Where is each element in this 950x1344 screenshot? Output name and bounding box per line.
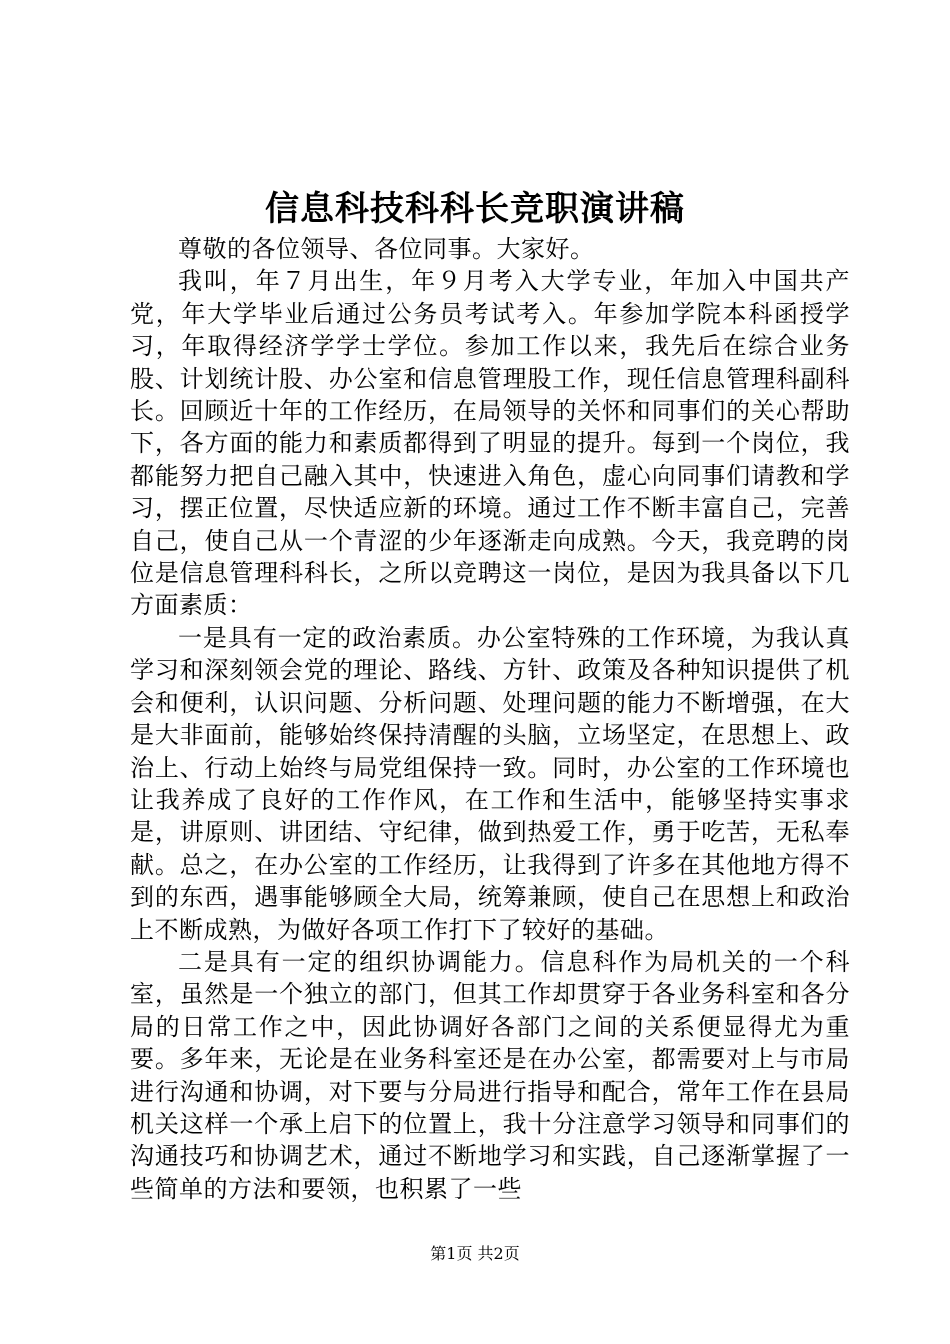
paragraph-coordination-ability: 二是具有一定的组织协调能力。信息科作为局机关的一个科室，虽然是一个独立的部门，但其工作却贯穿于各业务科室和各分局的日常工作之中，因此协调好各部门之间的关系便显得尤为重要。多年来，无论是在业务科室还是在办公室，都需要对上与市局进行沟通和协调，对下要与分局进行指导和配合，常年工作在县局机关这样一个承上启下的位置上，我十分注意学习领导和同事们的沟通技巧和协调艺术，通过不断地学习和实践，自己逐渐掌握了一些简单的方法和要领，也积累了一些	[130, 947, 850, 1203]
paragraph-greeting: 尊敬的各位领导、各位同事。大家好。	[178, 235, 595, 263]
paragraph-introduction: 我叫，年７月出生，年９月考入大学专业，年加入中国共产党，年大学毕业后通过公务员考试考入。年参加学院本科函授学习，年取得经济学学士学位。参加工作以来，我先后在综合业务股、计划统计股、办公室和信息管理股工作，现任信息管理科副科长。回顾近十年的工作经历，在局领导的关怀和同事们的关心帮助下，各方面的能力和素质都得到了明显的提升。每到一个岗位，我都能努力把自己融入其中，快速进入角色，虚心向同事们请教和学习，摆正位置，尽快适应新的环境。通过工作不断丰富自己，完善自己，使自己从一个青涩的少年逐渐走向成熟。今天，我竞聘的岗位是信息管理科科长，之所以竞聘这一岗位，是因为我具备以下几方面素质：	[130, 267, 850, 620]
paragraph-political-quality: 一是具有一定的政治素质。办公室特殊的工作环境，为我认真学习和深刻领会党的理论、路线、方针、政策及各种知识提供了机会和便利，认识问题、分析问题、处理问题的能力不断增强，在大是大非面前，能够始终保持清醒的头脑，立场坚定，在思想上、政治上、行动上始终与局党组保持一致。同时，办公室的工作环境也让我养成了良好的工作作风，在工作和生活中，能够坚持实事求是，讲原则、讲团结、守纪律，做到热爱工作，勇于吃苦，无私奉献。总之，在办公室的工作经历，让我得到了许多在其他地方得不到的东西，遇事能够顾全大局，统筹兼顾，使自己在思想上和政治上不断成熟，为做好各项工作打下了较好的基础。	[130, 623, 850, 944]
page-footer: 第1页 共2页	[430, 1244, 520, 1263]
document-title: 信息科技科科长竞职演讲稿	[265, 189, 685, 229]
document-body	[130, 233, 850, 1205]
